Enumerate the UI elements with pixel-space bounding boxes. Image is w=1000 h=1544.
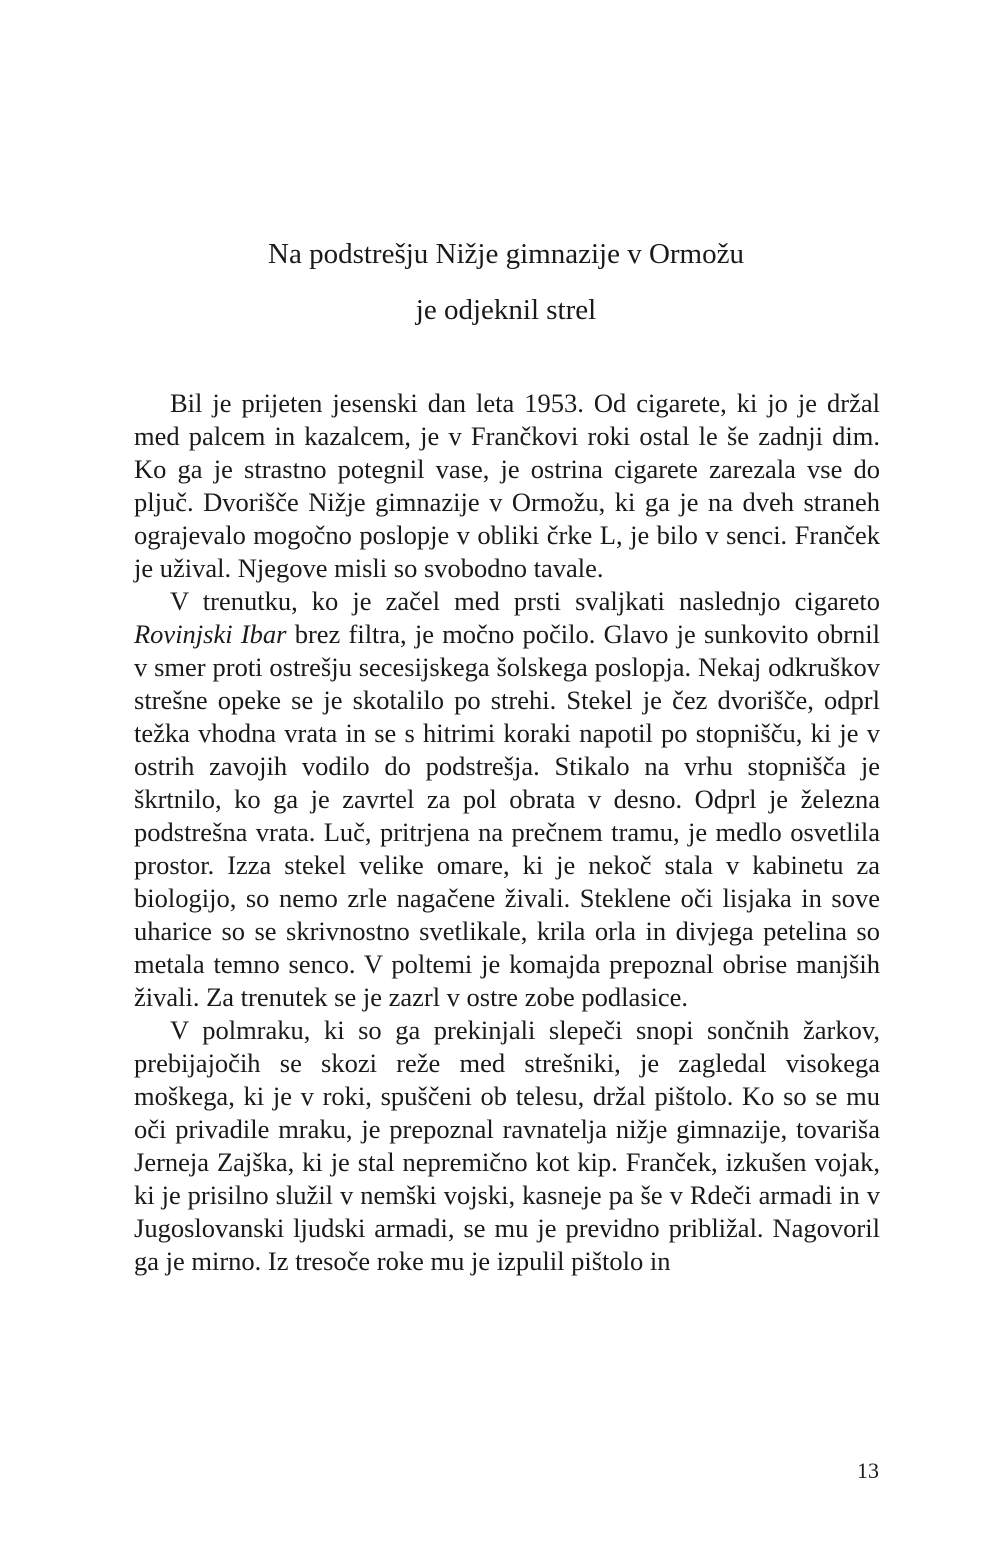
paragraph-3: V polmraku, ki so ga prekinjali slepeči snopi sončnih žarkov, prebijajočih se skozi reže med strešniki, je zagledal visokega moškega, ki je v roki, spuščeni ob telesu, držal pištolo. Ko so se mu oči privadile mraku, je prepoznal ravnatelja nižje gimnazije, tovariša Jerneja Zajška, ki je stal nepremično kot kip. Franček, izkušen vojak, ki je prisilno služil v nemški vojski, kasneje pa še v Rdeči armadi in v Jugoslovanski ljudski armadi, se mu je previdno približal. Nagovoril ga je mirno. Iz tresoče roke mu je izpulil pištolo in [134, 1015, 880, 1276]
chapter-title-line-2: je odjeknil strel [415, 294, 597, 326]
body-text [134, 387, 880, 1278]
paragraph-2-start: V trenutku, ko je začel med prsti svaljkati naslednjo cigareto [170, 586, 880, 616]
page-number: 13 [857, 1458, 879, 1483]
paragraph-2 [134, 585, 880, 1014]
paragraph-1: Bil je prijeten jesenski dan leta 1953. Od cigarete, ki jo je držal med palcem in kazalcem, je v Frančkovi roki ostal le še zadnji dim. Ko ga je strastno potegnil vase, je ostrina cigarete zarezala vse do pljuč. Dvorišče Nižje gimnazije v Ormožu, ki ga je na dveh straneh ograjevalo mogočno poslopje v obliki črke L, je bilo v senci. Franček je užival. Njegove misli so svobodno tavale. [134, 388, 880, 583]
italic-brand-name: Rovinjski Ibar [134, 619, 287, 649]
paragraph-2-rest: brez filtra, je močno počilo. Glavo je sunkovito obrnil v smer proti ostrešju secesijskega šolskega poslopja. Nekaj odkruškov strešne opeke se je skotalilo po strehi. Stekel je čez dvorišče, odprl težka vhodna vrata in se s hitrimi koraki napotil po stopnišču, ki je v ostrih zavojih vodilo do podstrešja. Stikalo na vrhu stopnišča je škrtnilo, ko ga je zavrtel za pol obrata v desno. Odprl je železna podstrešna vrata. Luč, pritrjena na prečnem tramu, je medlo osvetlila prostor. Izza stekel velike omare, ki je nekoč stala v kabinetu za biologijo, so nemo zrle nagačene živali. Steklene oči lisjaka in sove uharice so se skrivnostno svetlikale, krila orla in divjega petelina so metala temno senco. V poltemi je komajda prepoznal obrise manjših živali. Za trenutek se je zazrl v ostre zobe podlasice. [134, 619, 880, 1012]
chapter-title [0, 226, 1000, 338]
chapter-title-line-1: Na podstrešju Nižje gimnazije v Ormožu [268, 238, 744, 270]
